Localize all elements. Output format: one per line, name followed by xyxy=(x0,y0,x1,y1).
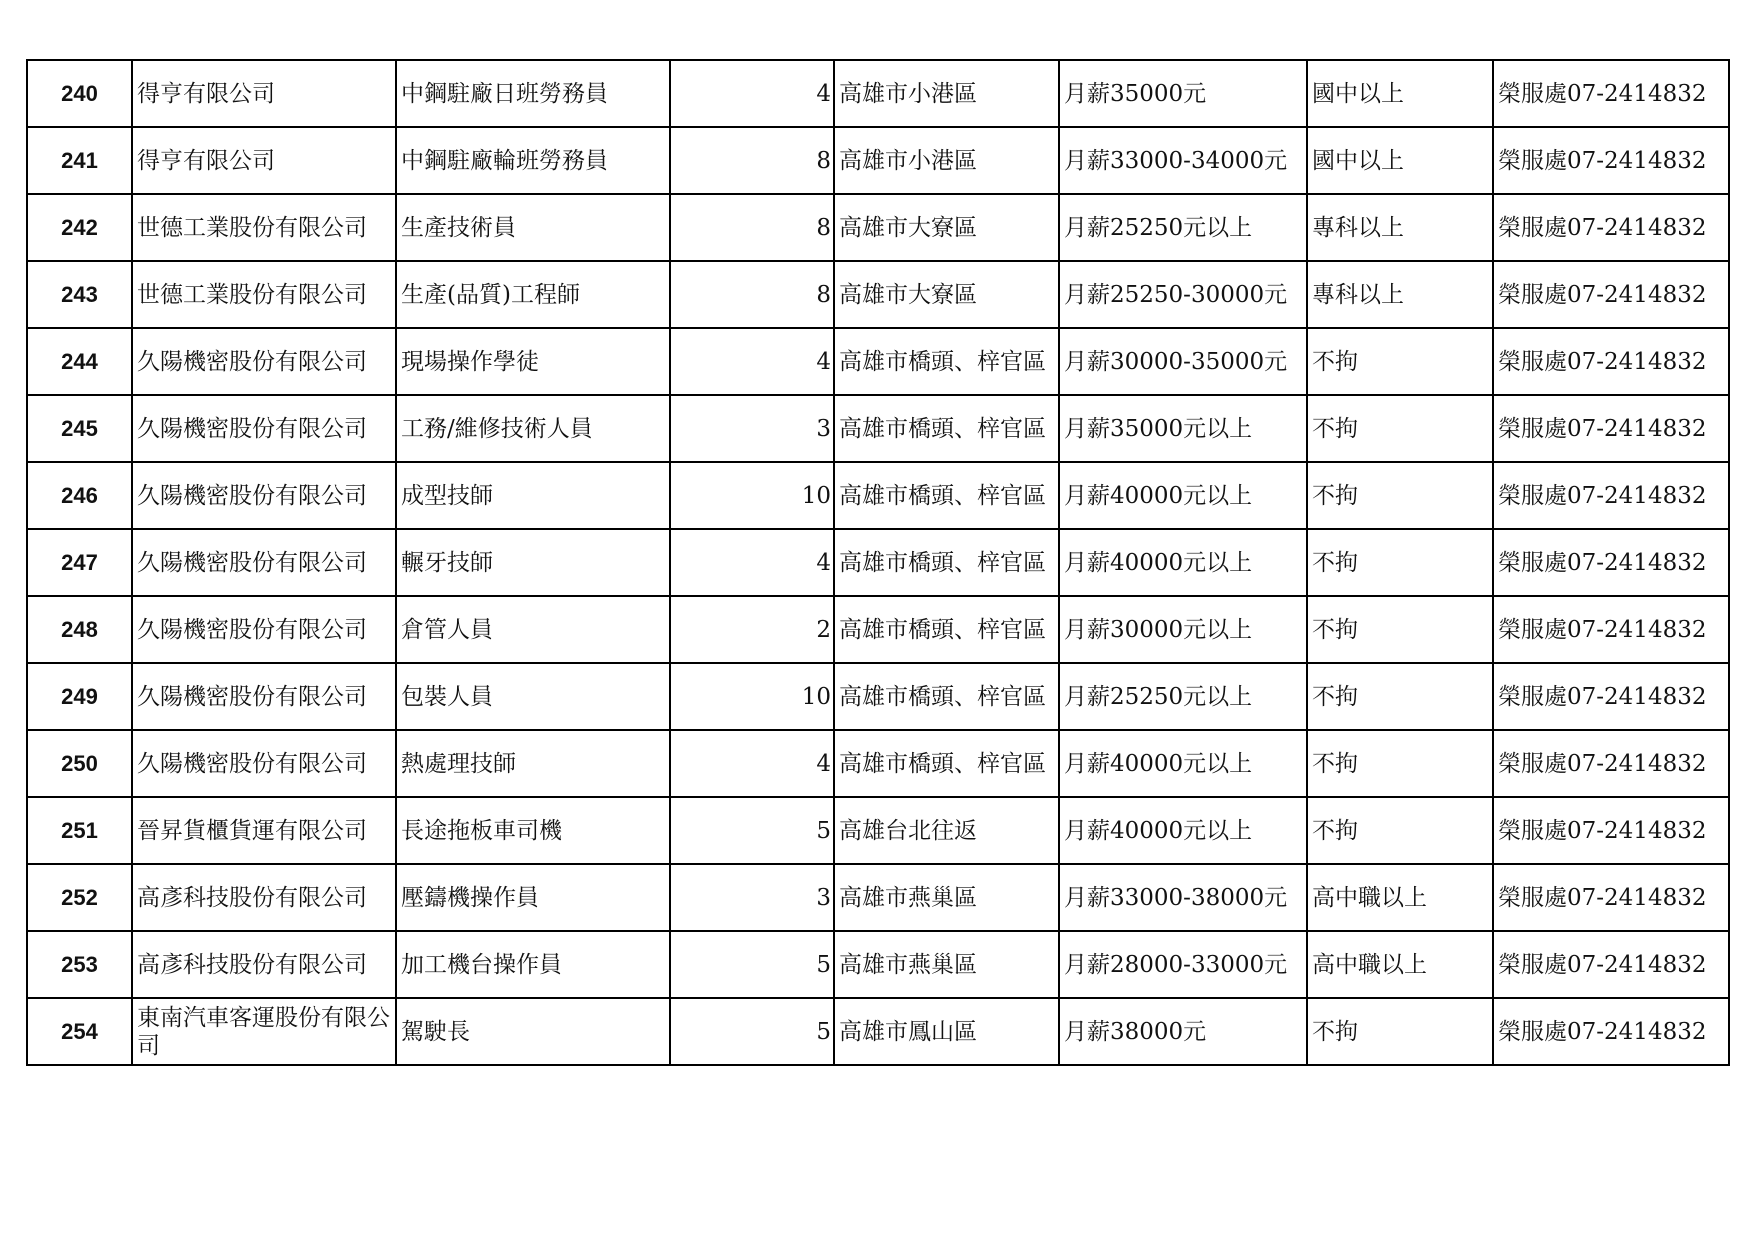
position-title-cell: 壓鑄機操作員 xyxy=(396,864,670,931)
education-requirement-cell: 不拘 xyxy=(1307,529,1493,596)
table-row xyxy=(27,797,1729,864)
salary-cell: 月薪28000-33000元 xyxy=(1059,931,1307,998)
contact-cell: 榮服處07-2414832 xyxy=(1493,998,1729,1065)
job-number-cell: 240 xyxy=(27,60,132,127)
work-location-cell: 高雄市燕巢區 xyxy=(834,864,1059,931)
opening-count-cell: 4 xyxy=(670,328,834,395)
contact-cell: 榮服處07-2414832 xyxy=(1493,797,1729,864)
work-location-cell: 高雄市橋頭、梓官區 xyxy=(834,596,1059,663)
table-row xyxy=(27,864,1729,931)
table-row xyxy=(27,596,1729,663)
job-number-cell: 246 xyxy=(27,462,132,529)
job-table-body xyxy=(27,60,1729,1065)
position-title-cell: 成型技師 xyxy=(396,462,670,529)
table-row xyxy=(27,998,1729,1065)
salary-cell: 月薪25250-30000元 xyxy=(1059,261,1307,328)
contact-cell: 榮服處07-2414832 xyxy=(1493,127,1729,194)
opening-count-cell: 4 xyxy=(670,730,834,797)
position-title-cell: 中鋼駐廠日班勞務員 xyxy=(396,60,670,127)
company-name-cell: 久陽機密股份有限公司 xyxy=(132,663,396,730)
salary-cell: 月薪40000元以上 xyxy=(1059,529,1307,596)
position-title-cell: 駕駛長 xyxy=(396,998,670,1065)
opening-count-cell: 3 xyxy=(670,395,834,462)
opening-count-cell: 5 xyxy=(670,998,834,1065)
company-name-cell: 高彥科技股份有限公司 xyxy=(132,864,396,931)
table-row xyxy=(27,328,1729,395)
table-row xyxy=(27,395,1729,462)
table-row xyxy=(27,730,1729,797)
job-number-cell: 253 xyxy=(27,931,132,998)
education-requirement-cell: 不拘 xyxy=(1307,797,1493,864)
table-row xyxy=(27,261,1729,328)
job-number-cell: 250 xyxy=(27,730,132,797)
company-name-cell: 晉昇貨櫃貨運有限公司 xyxy=(132,797,396,864)
position-title-cell: 生產技術員 xyxy=(396,194,670,261)
position-title-cell: 中鋼駐廠輪班勞務員 xyxy=(396,127,670,194)
company-name-cell: 久陽機密股份有限公司 xyxy=(132,395,396,462)
company-name-cell: 東南汽車客運股份有限公司 xyxy=(132,998,396,1065)
education-requirement-cell: 專科以上 xyxy=(1307,194,1493,261)
job-number-cell: 242 xyxy=(27,194,132,261)
salary-cell: 月薪30000-35000元 xyxy=(1059,328,1307,395)
work-location-cell: 高雄市小港區 xyxy=(834,60,1059,127)
contact-cell: 榮服處07-2414832 xyxy=(1493,60,1729,127)
table-row xyxy=(27,127,1729,194)
table-row xyxy=(27,931,1729,998)
position-title-cell: 長途拖板車司機 xyxy=(396,797,670,864)
job-number-cell: 252 xyxy=(27,864,132,931)
education-requirement-cell: 高中職以上 xyxy=(1307,931,1493,998)
contact-cell: 榮服處07-2414832 xyxy=(1493,194,1729,261)
work-location-cell: 高雄市橋頭、梓官區 xyxy=(834,462,1059,529)
job-number-cell: 245 xyxy=(27,395,132,462)
company-name-cell: 久陽機密股份有限公司 xyxy=(132,596,396,663)
position-title-cell: 熱處理技師 xyxy=(396,730,670,797)
contact-cell: 榮服處07-2414832 xyxy=(1493,596,1729,663)
education-requirement-cell: 不拘 xyxy=(1307,596,1493,663)
contact-cell: 榮服處07-2414832 xyxy=(1493,395,1729,462)
opening-count-cell: 5 xyxy=(670,797,834,864)
work-location-cell: 高雄市鳳山區 xyxy=(834,998,1059,1065)
education-requirement-cell: 高中職以上 xyxy=(1307,864,1493,931)
position-title-cell: 工務/維修技術人員 xyxy=(396,395,670,462)
opening-count-cell: 4 xyxy=(670,529,834,596)
job-number-cell: 241 xyxy=(27,127,132,194)
table-row xyxy=(27,462,1729,529)
company-name-cell: 得亨有限公司 xyxy=(132,60,396,127)
opening-count-cell: 10 xyxy=(670,462,834,529)
job-listing-table xyxy=(26,59,1730,1066)
position-title-cell: 輾牙技師 xyxy=(396,529,670,596)
position-title-cell: 現場操作學徒 xyxy=(396,328,670,395)
position-title-cell: 加工機台操作員 xyxy=(396,931,670,998)
salary-cell: 月薪38000元 xyxy=(1059,998,1307,1065)
contact-cell: 榮服處07-2414832 xyxy=(1493,261,1729,328)
job-number-cell: 249 xyxy=(27,663,132,730)
job-number-cell: 251 xyxy=(27,797,132,864)
company-name-cell: 久陽機密股份有限公司 xyxy=(132,529,396,596)
work-location-cell: 高雄市橋頭、梓官區 xyxy=(834,730,1059,797)
contact-cell: 榮服處07-2414832 xyxy=(1493,462,1729,529)
salary-cell: 月薪35000元以上 xyxy=(1059,395,1307,462)
company-name-cell: 久陽機密股份有限公司 xyxy=(132,462,396,529)
salary-cell: 月薪35000元 xyxy=(1059,60,1307,127)
education-requirement-cell: 不拘 xyxy=(1307,730,1493,797)
work-location-cell: 高雄市小港區 xyxy=(834,127,1059,194)
company-name-cell: 久陽機密股份有限公司 xyxy=(132,328,396,395)
table-row xyxy=(27,194,1729,261)
salary-cell: 月薪33000-34000元 xyxy=(1059,127,1307,194)
company-name-cell: 世德工業股份有限公司 xyxy=(132,194,396,261)
education-requirement-cell: 不拘 xyxy=(1307,395,1493,462)
work-location-cell: 高雄市橋頭、梓官區 xyxy=(834,663,1059,730)
company-name-cell: 得亨有限公司 xyxy=(132,127,396,194)
opening-count-cell: 2 xyxy=(670,596,834,663)
position-title-cell: 倉管人員 xyxy=(396,596,670,663)
opening-count-cell: 8 xyxy=(670,261,834,328)
work-location-cell: 高雄市大寮區 xyxy=(834,261,1059,328)
education-requirement-cell: 國中以上 xyxy=(1307,127,1493,194)
contact-cell: 榮服處07-2414832 xyxy=(1493,328,1729,395)
education-requirement-cell: 不拘 xyxy=(1307,663,1493,730)
job-number-cell: 254 xyxy=(27,998,132,1065)
company-name-cell: 高彥科技股份有限公司 xyxy=(132,931,396,998)
job-number-cell: 244 xyxy=(27,328,132,395)
contact-cell: 榮服處07-2414832 xyxy=(1493,931,1729,998)
job-number-cell: 243 xyxy=(27,261,132,328)
salary-cell: 月薪40000元以上 xyxy=(1059,462,1307,529)
company-name-cell: 世德工業股份有限公司 xyxy=(132,261,396,328)
salary-cell: 月薪40000元以上 xyxy=(1059,797,1307,864)
opening-count-cell: 3 xyxy=(670,864,834,931)
education-requirement-cell: 專科以上 xyxy=(1307,261,1493,328)
salary-cell: 月薪40000元以上 xyxy=(1059,730,1307,797)
table-row xyxy=(27,663,1729,730)
contact-cell: 榮服處07-2414832 xyxy=(1493,730,1729,797)
job-number-cell: 248 xyxy=(27,596,132,663)
table-row xyxy=(27,529,1729,596)
position-title-cell: 包裝人員 xyxy=(396,663,670,730)
job-number-cell: 247 xyxy=(27,529,132,596)
contact-cell: 榮服處07-2414832 xyxy=(1493,529,1729,596)
education-requirement-cell: 國中以上 xyxy=(1307,60,1493,127)
opening-count-cell: 10 xyxy=(670,663,834,730)
work-location-cell: 高雄市燕巢區 xyxy=(834,931,1059,998)
table-row xyxy=(27,60,1729,127)
position-title-cell: 生產(品質)工程師 xyxy=(396,261,670,328)
opening-count-cell: 8 xyxy=(670,194,834,261)
opening-count-cell: 5 xyxy=(670,931,834,998)
opening-count-cell: 4 xyxy=(670,60,834,127)
work-location-cell: 高雄市橋頭、梓官區 xyxy=(834,529,1059,596)
work-location-cell: 高雄市橋頭、梓官區 xyxy=(834,328,1059,395)
education-requirement-cell: 不拘 xyxy=(1307,328,1493,395)
salary-cell: 月薪33000-38000元 xyxy=(1059,864,1307,931)
education-requirement-cell: 不拘 xyxy=(1307,462,1493,529)
salary-cell: 月薪25250元以上 xyxy=(1059,663,1307,730)
work-location-cell: 高雄台北往返 xyxy=(834,797,1059,864)
salary-cell: 月薪30000元以上 xyxy=(1059,596,1307,663)
work-location-cell: 高雄市橋頭、梓官區 xyxy=(834,395,1059,462)
opening-count-cell: 8 xyxy=(670,127,834,194)
salary-cell: 月薪25250元以上 xyxy=(1059,194,1307,261)
contact-cell: 榮服處07-2414832 xyxy=(1493,864,1729,931)
company-name-cell: 久陽機密股份有限公司 xyxy=(132,730,396,797)
work-location-cell: 高雄市大寮區 xyxy=(834,194,1059,261)
contact-cell: 榮服處07-2414832 xyxy=(1493,663,1729,730)
education-requirement-cell: 不拘 xyxy=(1307,998,1493,1065)
